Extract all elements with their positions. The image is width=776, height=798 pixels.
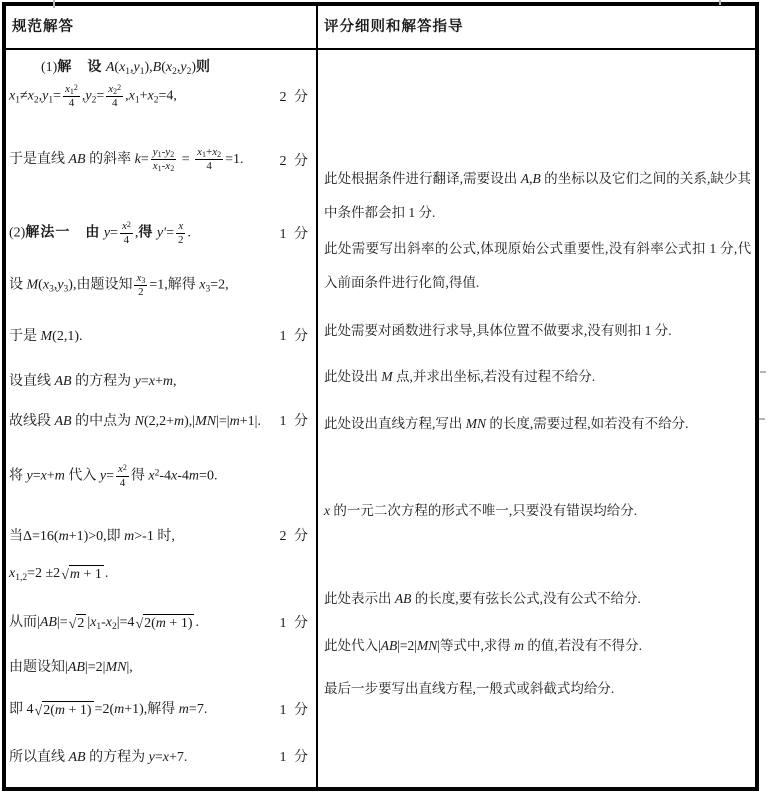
- step-score: 2 分: [279, 153, 310, 169]
- header-scoring-guidance: 评分细则和解答指导: [318, 6, 755, 50]
- solution-step-10: [9, 525, 310, 545]
- solution-step-12: [9, 611, 310, 633]
- step-formula: 设 $M(x_3,y_3)$,由题设知 $\frac{x_3}{2}$ =1,解得 $x_3=2$,: [9, 272, 229, 299]
- step-score: 1 分: [279, 615, 310, 631]
- solution-step-14: [9, 698, 310, 720]
- step-score: 1 分: [279, 702, 310, 718]
- step-formula: 当Δ=16(m+1)>0,即 m>-1 时,: [9, 529, 175, 544]
- step-score: 1 分: [279, 227, 310, 243]
- guidance-note-9: 最后一步要写出直线方程,一般式或斜截式均给分.: [324, 681, 615, 696]
- step-score: 2 分: [279, 90, 310, 106]
- step-formula: (2)解法一 由 y= $\frac{x^2}{4}$ ,得 y′= $\frac{x}{2}$ .: [9, 220, 192, 246]
- step-formula: 即 4 √ 2(m + 1) =2(m+1),解得 m=7.: [9, 702, 208, 719]
- solution-step-4: [9, 220, 310, 246]
- ruler-tick-top-right: [719, 0, 721, 5]
- step-formula: $x_{1,2}=2 \pm 2$ √ m + 1 .: [9, 565, 109, 583]
- step-formula: 设直线 AB 的方程为 y=x+m,: [9, 374, 177, 389]
- guidance-note-4: 此处设出 M 点,并求出坐标,若没有过程不给分.: [324, 369, 596, 384]
- step-score: 1 分: [279, 414, 310, 429]
- step-formula: 于是直线 AB 的斜率 k= $\frac{y_1-y_2}{x_1-x_2}$ = $\frac{x_1+x_2}{4}$ =1.: [9, 146, 244, 174]
- step-formula: 从而|AB|= √ 2 $|x_1-x_2|=4$ √ 2(m + 1) .: [9, 615, 199, 632]
- guidance-note-3: 此处需要对函数进行求导,具体位置不做要求,没有则扣 1 分.: [324, 323, 672, 338]
- step-formula: 所以直线 AB 的方程为 y=x+7.: [9, 750, 188, 765]
- step-score: 1 分: [279, 750, 310, 765]
- grading-rubric-table: [2, 2, 759, 791]
- solution-step-15: [9, 746, 310, 766]
- step-score: 2 分: [279, 529, 310, 544]
- step-score: 1 分: [279, 329, 310, 344]
- step-formula: 故线段 AB 的中点为 N(2,2+m),|MN|=|m+1|.: [9, 414, 261, 429]
- solution-step-3: [9, 146, 310, 173]
- guidance-column: [318, 50, 755, 787]
- header-standard-solution: 规范解答: [6, 6, 318, 50]
- solution-step-8: [9, 410, 310, 430]
- step-formula: $x_1\ne x_2,y_1=$ $\frac{x_1^2}{4}$ $,y_2=$ $\frac{x_2^2}{4}$ $,x_1+x_2=4$,: [9, 83, 177, 110]
- solution-step-6: [9, 325, 310, 345]
- guidance-note-1: 此处根据条件进行翻译,需要设出 A,B 的坐标以及它们之间的关系,缺少其中条件都会扣 1 分.: [324, 171, 752, 220]
- ruler-tick-top-left: [53, 0, 55, 8]
- guidance-note-6: x 的一元二次方程的形式不唯一,只要没有错误均给分.: [324, 503, 638, 518]
- step-formula: 由题设知|AB|=2|MN|,: [9, 660, 133, 675]
- solution-column: [6, 50, 318, 787]
- step-formula: 将 y=x+m 代入 y= $\frac{x^2}{4}$ 得 $x^2-4x-4m=0$.: [9, 463, 218, 489]
- ruler-tick-right-1: [760, 371, 766, 373]
- step-formula: 于是 M(2,1).: [9, 329, 83, 344]
- solution-step-5: [9, 272, 310, 299]
- guidance-note-5: 此处设出直线方程,写出 MN 的长度,需要过程,如若没有不给分.: [324, 416, 689, 431]
- solution-step-2: [9, 83, 310, 110]
- guidance-note-7: 此处表示出 AB 的长度,要有弦长公式,没有公式不给分.: [324, 591, 641, 606]
- step-formula: (1)解 设 $A(x_1,y_1),B(x_2,y_2)$则: [41, 58, 212, 77]
- solution-step-13: [9, 656, 310, 676]
- solution-step-9: [9, 463, 310, 489]
- solution-step-11: [9, 565, 310, 584]
- guidance-note-2: 此处需要写出斜率的公式,体现原始公式重要性,没有斜率公式扣 1 分,代入前面条件进行化简,得值.: [324, 241, 752, 290]
- solution-step-7: [9, 370, 310, 390]
- solution-step-1: [9, 56, 310, 77]
- ruler-tick-right-2: [759, 418, 765, 420]
- guidance-note-8: 此处代入|AB|=2|MN|等式中,求得 m 的值,若没有不得分.: [324, 638, 643, 653]
